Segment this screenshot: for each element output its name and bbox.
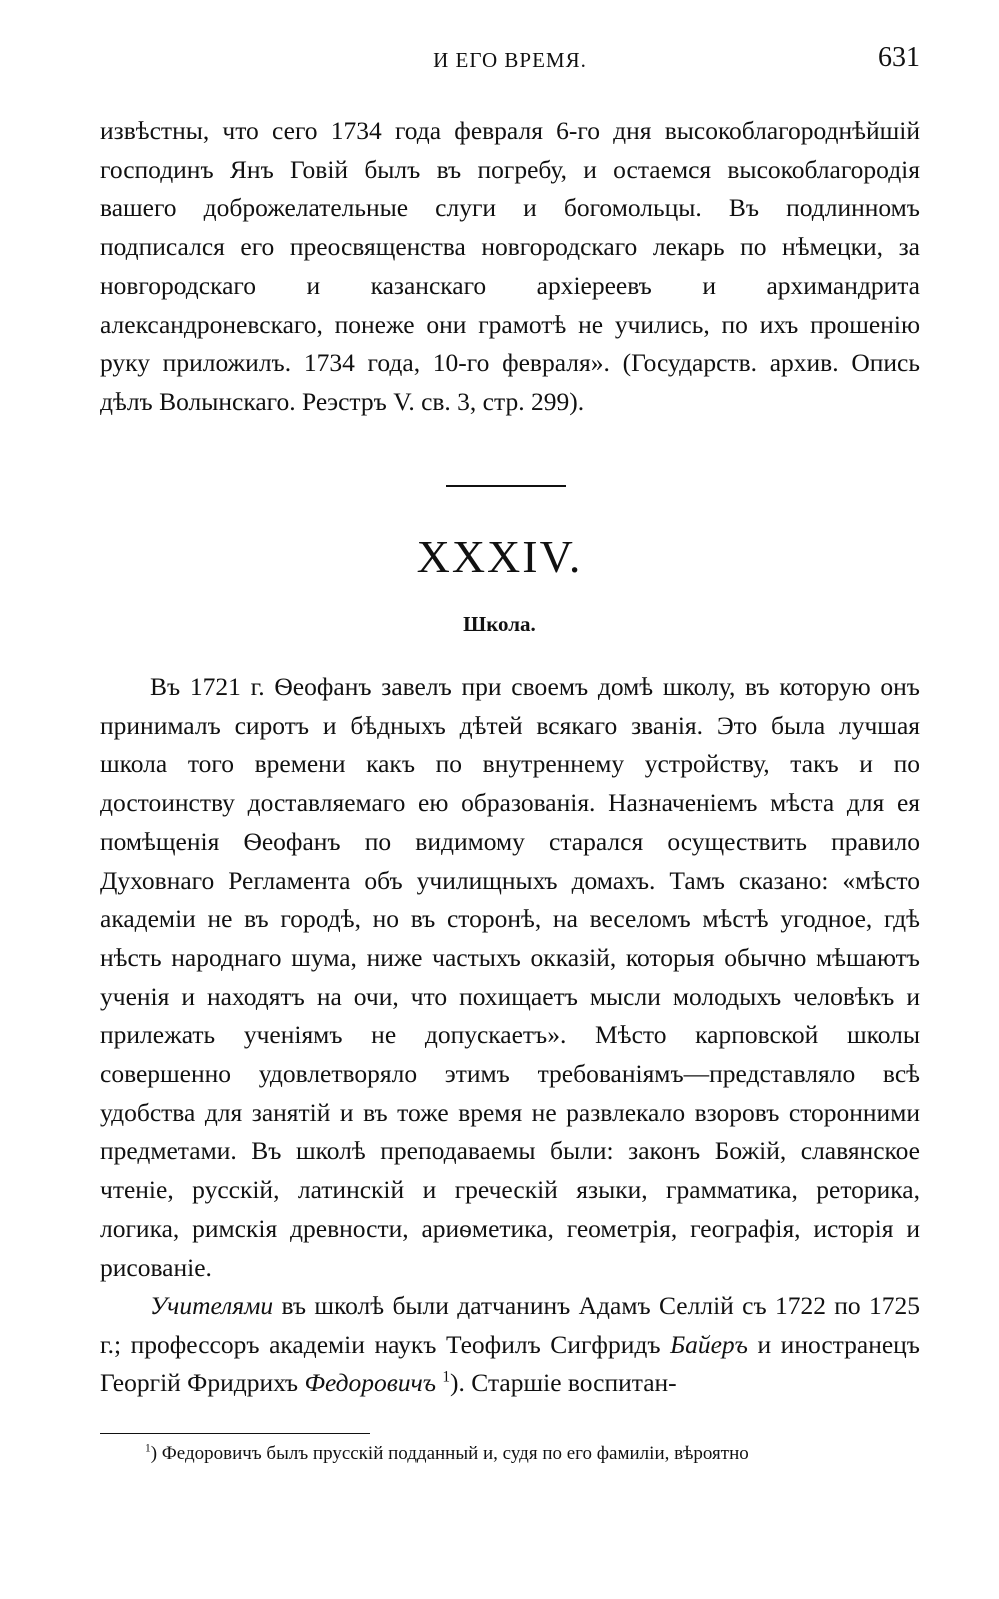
teachers-paragraph <box>100 1287 920 1403</box>
footnote-marker: 1 <box>145 1442 151 1455</box>
chapter-title: Школа. <box>463 612 536 636</box>
footnote <box>100 1440 920 1468</box>
running-head <box>100 38 920 88</box>
section-divider <box>446 485 566 487</box>
page-number: 631 <box>878 42 920 73</box>
footnote-reference: 1 <box>442 1368 451 1386</box>
paragraph-text-1: въ школѣ были датчанинъ Адамъ Селлій съ 1722 по 1725 г.; профессоръ академіи наукъ Теофилъ Сигфридъ <box>100 1291 920 1359</box>
paragraph-text-3: ). Старшіе воспитан- <box>450 1368 677 1398</box>
body-paragraph: Въ 1721 г. Ѳеофанъ завелъ при своемъ домѣ школу, въ которую онъ принималъ сиротъ и бѣдныхъ дѣтей всякаго званія. Это была лучшая школа того времени какъ по внутреннему устройству, такъ и по достоинству доставляемаго ею образованія. Назначеніемъ мѣста для ея помѣщенія Ѳеофанъ по видимому старался осуществить правило Духовнаго Регламента объ училищныхъ домахъ. Тамъ сказано: «мѣсто академіи не въ городѣ, но въ сторонѣ, на веселомъ мѣстѣ угодное, гдѣ нѣсть народнаго шума, ниже частыхъ окказій, которыя обычно мѣшаютъ ученія и находятъ на очи, что похищаетъ мысли молодыхъ человѣкъ и прилежать ученіямъ не допускаетъ». Мѣсто карповской школы совершенно удовлетворяло этимъ требованіямъ—представляло всѣ удобства для занятій и въ тоже время не развлекало взоровъ сторонними предметами. Въ школѣ преподаваемы были: законъ Божій, славянское чтеніе, русскій, латинскій и греческій языки, грамматика, реторика, логика, римскія древности, ариѳметика, геометрія, географія, исторія и рисованіе. <box>100 672 920 1282</box>
italic-name-bayer: Байеръ <box>670 1329 748 1359</box>
italic-name-fedorovich: Федоровичъ <box>304 1368 436 1398</box>
footnote-text: ) Федоровичъ былъ прусскій подданный и, судя по его фамиліи, вѣроятно <box>150 1443 749 1464</box>
footnote-divider <box>100 1433 370 1434</box>
chapter-number: XXXIV. <box>416 531 583 582</box>
italic-lead: Учителями <box>150 1291 274 1320</box>
paragraph-text-2: и иностранецъ Георгій Фридрихъ <box>100 1329 920 1398</box>
continued-paragraph: извѣстны, что сего 1734 года февраля 6-го дня высокоблагороднѣйшій господинъ Янъ Говій былъ въ погребу, и остаемся высокоблагородія вашего доброжелательные слуги и богомольцы. Въ подлинномъ подписался его преосвященства новгородскаго лекарь по нѣмецки, за новгородскаго и казанскаго архіереевъ и архимандрита александроневскаго, понеже они грамотѣ не учились, по ихъ прошенію руку приложилъ. 1734 года, 10-го февраля». (Государств. архив. Опись дѣлъ Волынскаго. Реэстръ V. св. 3, стр. 299). <box>100 116 920 416</box>
running-title: И ЕГО ВРЕМЯ. <box>433 48 587 72</box>
